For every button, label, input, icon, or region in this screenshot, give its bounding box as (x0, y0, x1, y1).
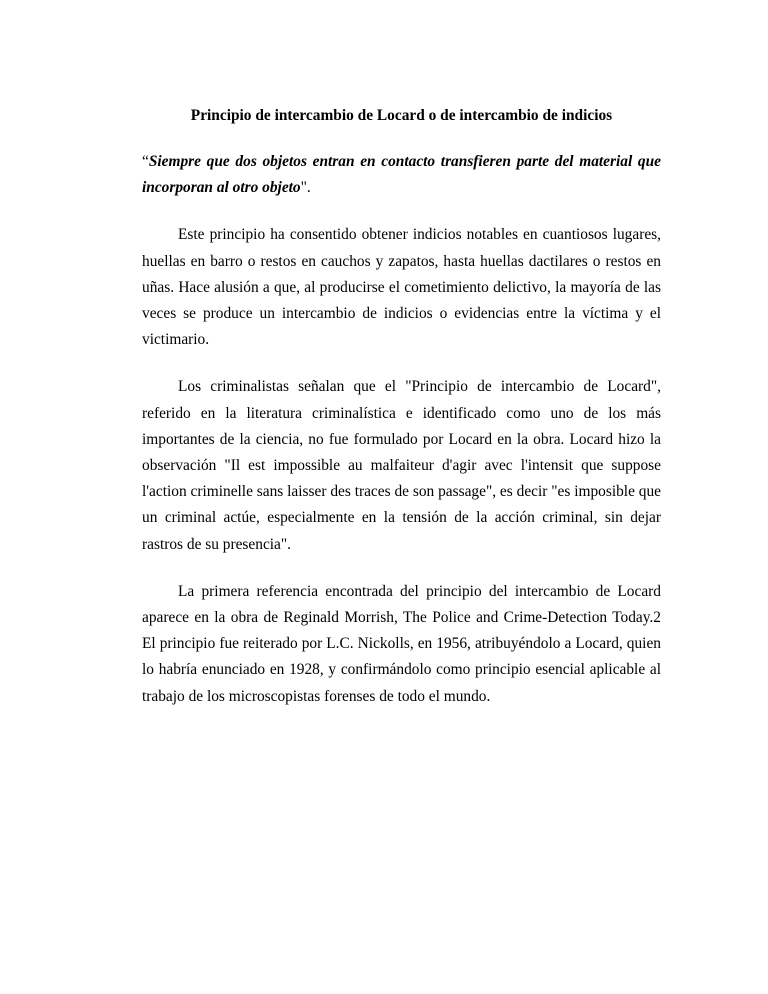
document-body (142, 106, 661, 710)
paragraph-1: Este principio ha consentido obtener indicios notables en cuantiosos lugares, huellas en barro o restos en cauchos y zapatos, hasta huellas dactilares o restos en uñas. Hace alusión a que, al producirse el cometimiento delictivo, la mayoría de las veces se produce un intercambio de indicios o evidencias entre la víctima y el victimario. (142, 226, 661, 349)
quote-close-mark: ". (300, 179, 311, 197)
locard-quote (142, 149, 661, 201)
quote-text: Siempre que dos objetos entran en contacto transfieren parte del material que incorporan al otro objeto (142, 153, 661, 197)
paragraph-3: La primera referencia encontrada del principio del intercambio de Locard aparece en la obra de Reginald Morrish, The Police and Crime-Detection Today.2 El principio fue reiterado por L.C. Nickolls, en 1956, atribuyéndolo a Locard, quien lo habría enunciado en 1928, y confirmándolo como principio esencial aplicable al trabajo de los microscopistas forenses de todo el mundo. (142, 582, 661, 705)
paragraph-2: Los criminalistas señalan que el "Principio de intercambio de Locard", referido en la literatura criminalística e identificado como uno de los más importantes de la ciencia, no fue formulado por Locard en la obra. Locard hizo la observación "Il est impossible au malfaiteur d'agir avec l'intensit que suppose l'action criminelle sans laisser des traces de son passage", es decir "es imposible que un criminal actúe, especialmente en la tensión de la acción criminal, sin dejar rastros de su presencia". (142, 378, 661, 553)
quote-open-mark: “ (142, 153, 149, 170)
document-title: Principio de intercambio de Locard o de intercambio de indicios (190, 107, 613, 124)
